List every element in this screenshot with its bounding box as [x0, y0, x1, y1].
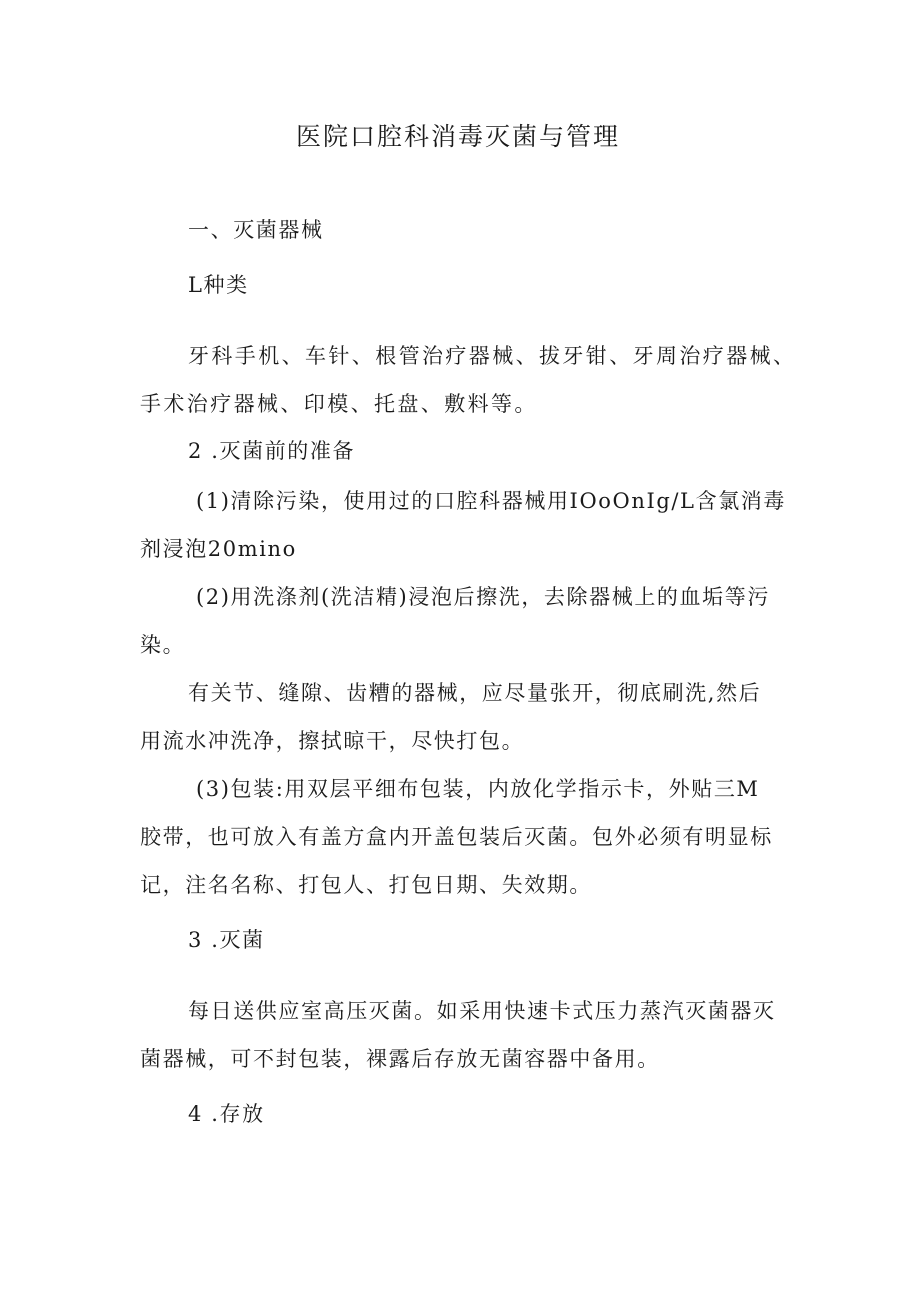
paragraph-line: 用流水冲洗净，擦拭晾干，尽快打包。 [140, 729, 525, 753]
paragraph-line: 记，注名名称、打包人、打包日期、失效期。 [140, 873, 592, 897]
paragraph-line: 牙科手机、车针、根管治疗器械、拔牙钳、牙周治疗器械、 [188, 344, 797, 368]
subsection-heading: 2 .灭菌前的准备 [188, 439, 356, 463]
page-title: 医院口腔科消毒灭菌与管理 [296, 122, 621, 151]
paragraph-line: (3)包装:用双层平细布包装，内放化学指示卡，外贴三M [196, 777, 760, 801]
paragraph-line: 手术治疗器械、印模、托盘、敷料等。 [140, 392, 538, 416]
paragraph-line: 有关节、缝隙、齿糟的器械，应尽量张开，彻底刷洗,然后 [188, 681, 762, 705]
paragraph-line: 菌器械，可不封包装，裸露后存放无菌容器中备用。 [140, 1047, 660, 1071]
paragraph-line: 胶带，也可放入有盖方盒内开盖包装后灭菌。包外必须有明显标 [140, 825, 773, 849]
subsection-heading: 4 .存放 [188, 1102, 265, 1126]
subsection-heading: L种类 [188, 273, 249, 297]
paragraph-line: 每日送供应室高压灭菌。如采用快速卡式压力蒸汽灭菌器灭 [188, 999, 776, 1023]
paragraph-line: (1)清除污染，使用过的口腔科器械用IOoOnIg/L含氯消毒 [196, 489, 786, 513]
section-heading: 一、灭菌器械 [188, 218, 324, 242]
paragraph-line: (2)用洗涤剂(洗洁精)浸泡后擦洗，去除器械上的血垢等污 [196, 585, 770, 609]
paragraph-line: 剂浸泡20mino [140, 537, 297, 561]
paragraph-line: 染。 [140, 633, 186, 657]
subsection-heading: 3 .灭菌 [188, 928, 265, 952]
